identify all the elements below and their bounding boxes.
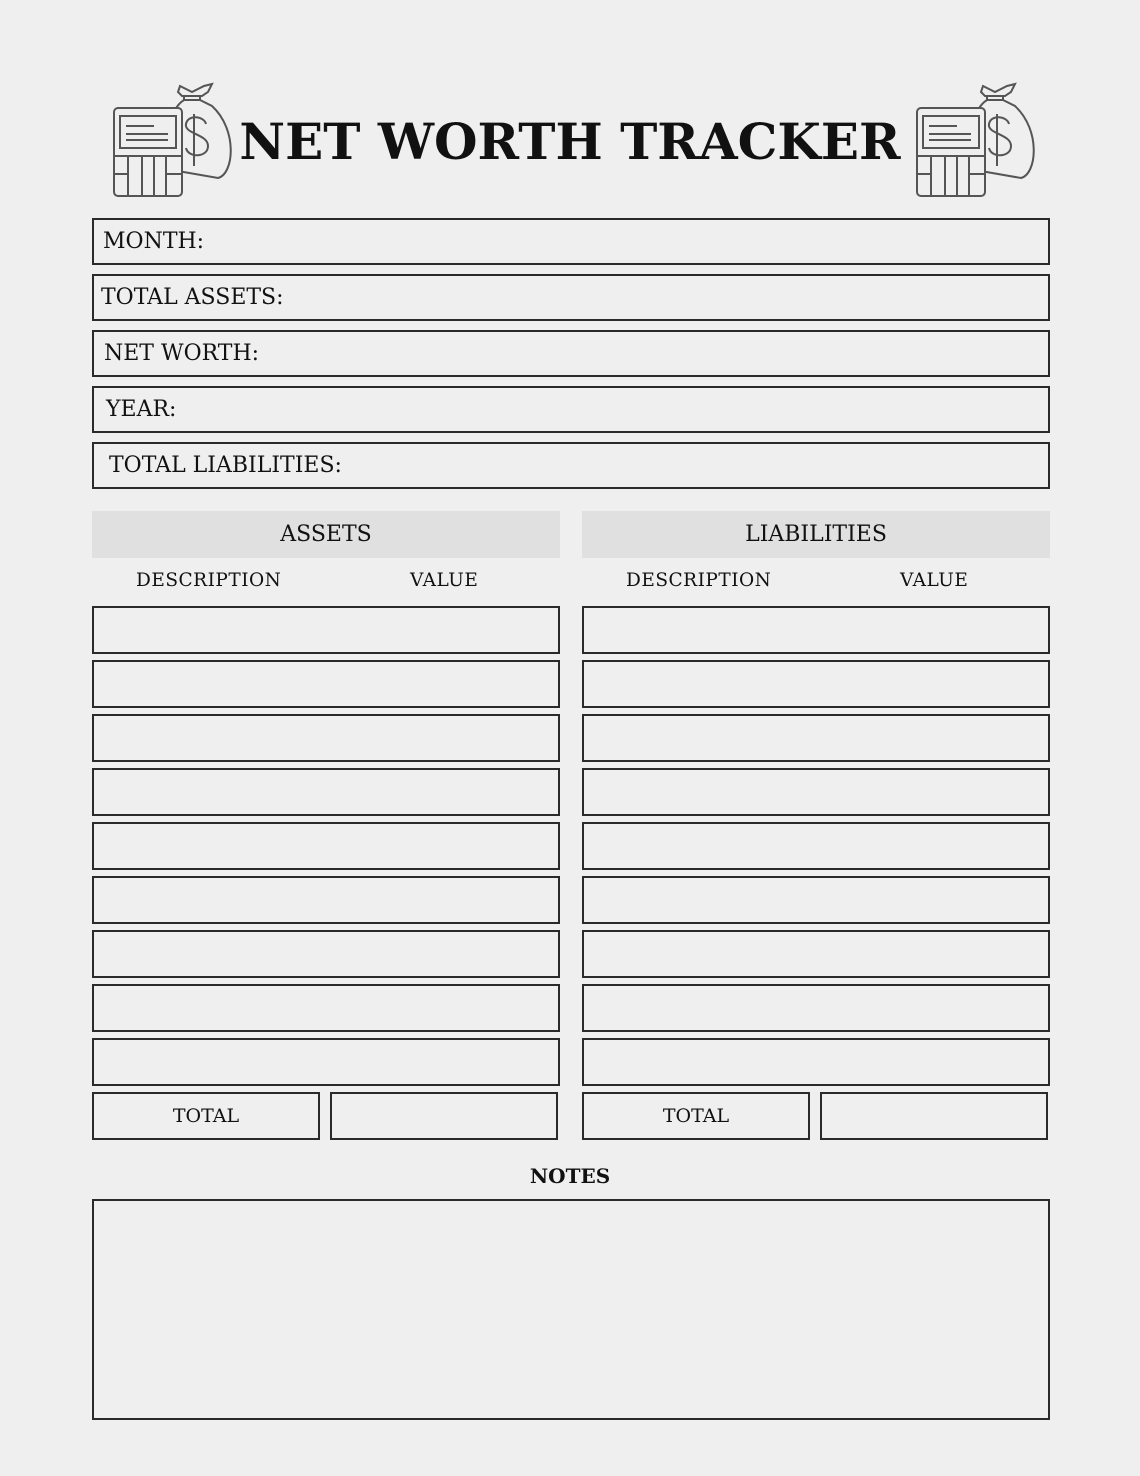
liabilities-heading: LIABILITIES xyxy=(582,511,1050,558)
assets-heading: ASSETS xyxy=(92,511,560,558)
liabilities-row[interactable] xyxy=(582,930,1050,978)
page-title: NET WORTH TRACKER xyxy=(239,112,901,171)
liabilities-total-label: TOTAL xyxy=(582,1092,810,1140)
assets-row[interactable] xyxy=(92,606,560,654)
assets-total-value[interactable] xyxy=(330,1092,558,1140)
assets-row[interactable] xyxy=(92,984,560,1032)
liabilities-row[interactable] xyxy=(582,768,1050,816)
assets-row[interactable] xyxy=(92,1038,560,1086)
liabilities-row[interactable] xyxy=(582,1038,1050,1086)
net-worth-field[interactable] xyxy=(92,330,1050,377)
total-assets-field[interactable] xyxy=(92,274,1050,321)
total-assets-label: TOTAL ASSETS: xyxy=(101,285,284,310)
liabilities-row[interactable] xyxy=(582,876,1050,924)
notes-heading: NOTES xyxy=(529,1164,611,1188)
net-worth-label: NET WORTH: xyxy=(104,341,260,366)
month-field[interactable] xyxy=(92,218,1050,265)
liabilities-row[interactable] xyxy=(582,714,1050,762)
liabilities-row[interactable] xyxy=(582,984,1050,1032)
assets-total-label: TOTAL xyxy=(92,1092,320,1140)
assets-row[interactable] xyxy=(92,876,560,924)
total-liabilities-label: TOTAL LIABILITIES: xyxy=(109,453,342,478)
assets-row[interactable] xyxy=(92,768,560,816)
liabilities-total-value[interactable] xyxy=(820,1092,1048,1140)
assets-row[interactable] xyxy=(92,714,560,762)
total-liabilities-field[interactable] xyxy=(92,442,1050,489)
liabilities-description-header: DESCRIPTION xyxy=(626,570,772,591)
assets-row[interactable] xyxy=(92,930,560,978)
assets-row[interactable] xyxy=(92,660,560,708)
year-label: YEAR: xyxy=(106,397,177,422)
assets-value-header: VALUE xyxy=(410,570,479,591)
liabilities-row[interactable] xyxy=(582,660,1050,708)
notes-box[interactable] xyxy=(92,1199,1050,1420)
assets-row[interactable] xyxy=(92,822,560,870)
liabilities-row[interactable] xyxy=(582,606,1050,654)
liabilities-value-header: VALUE xyxy=(900,570,969,591)
liabilities-row[interactable] xyxy=(582,822,1050,870)
month-label: MONTH: xyxy=(103,229,205,254)
assets-description-header: DESCRIPTION xyxy=(136,570,282,591)
year-field[interactable] xyxy=(92,386,1050,433)
